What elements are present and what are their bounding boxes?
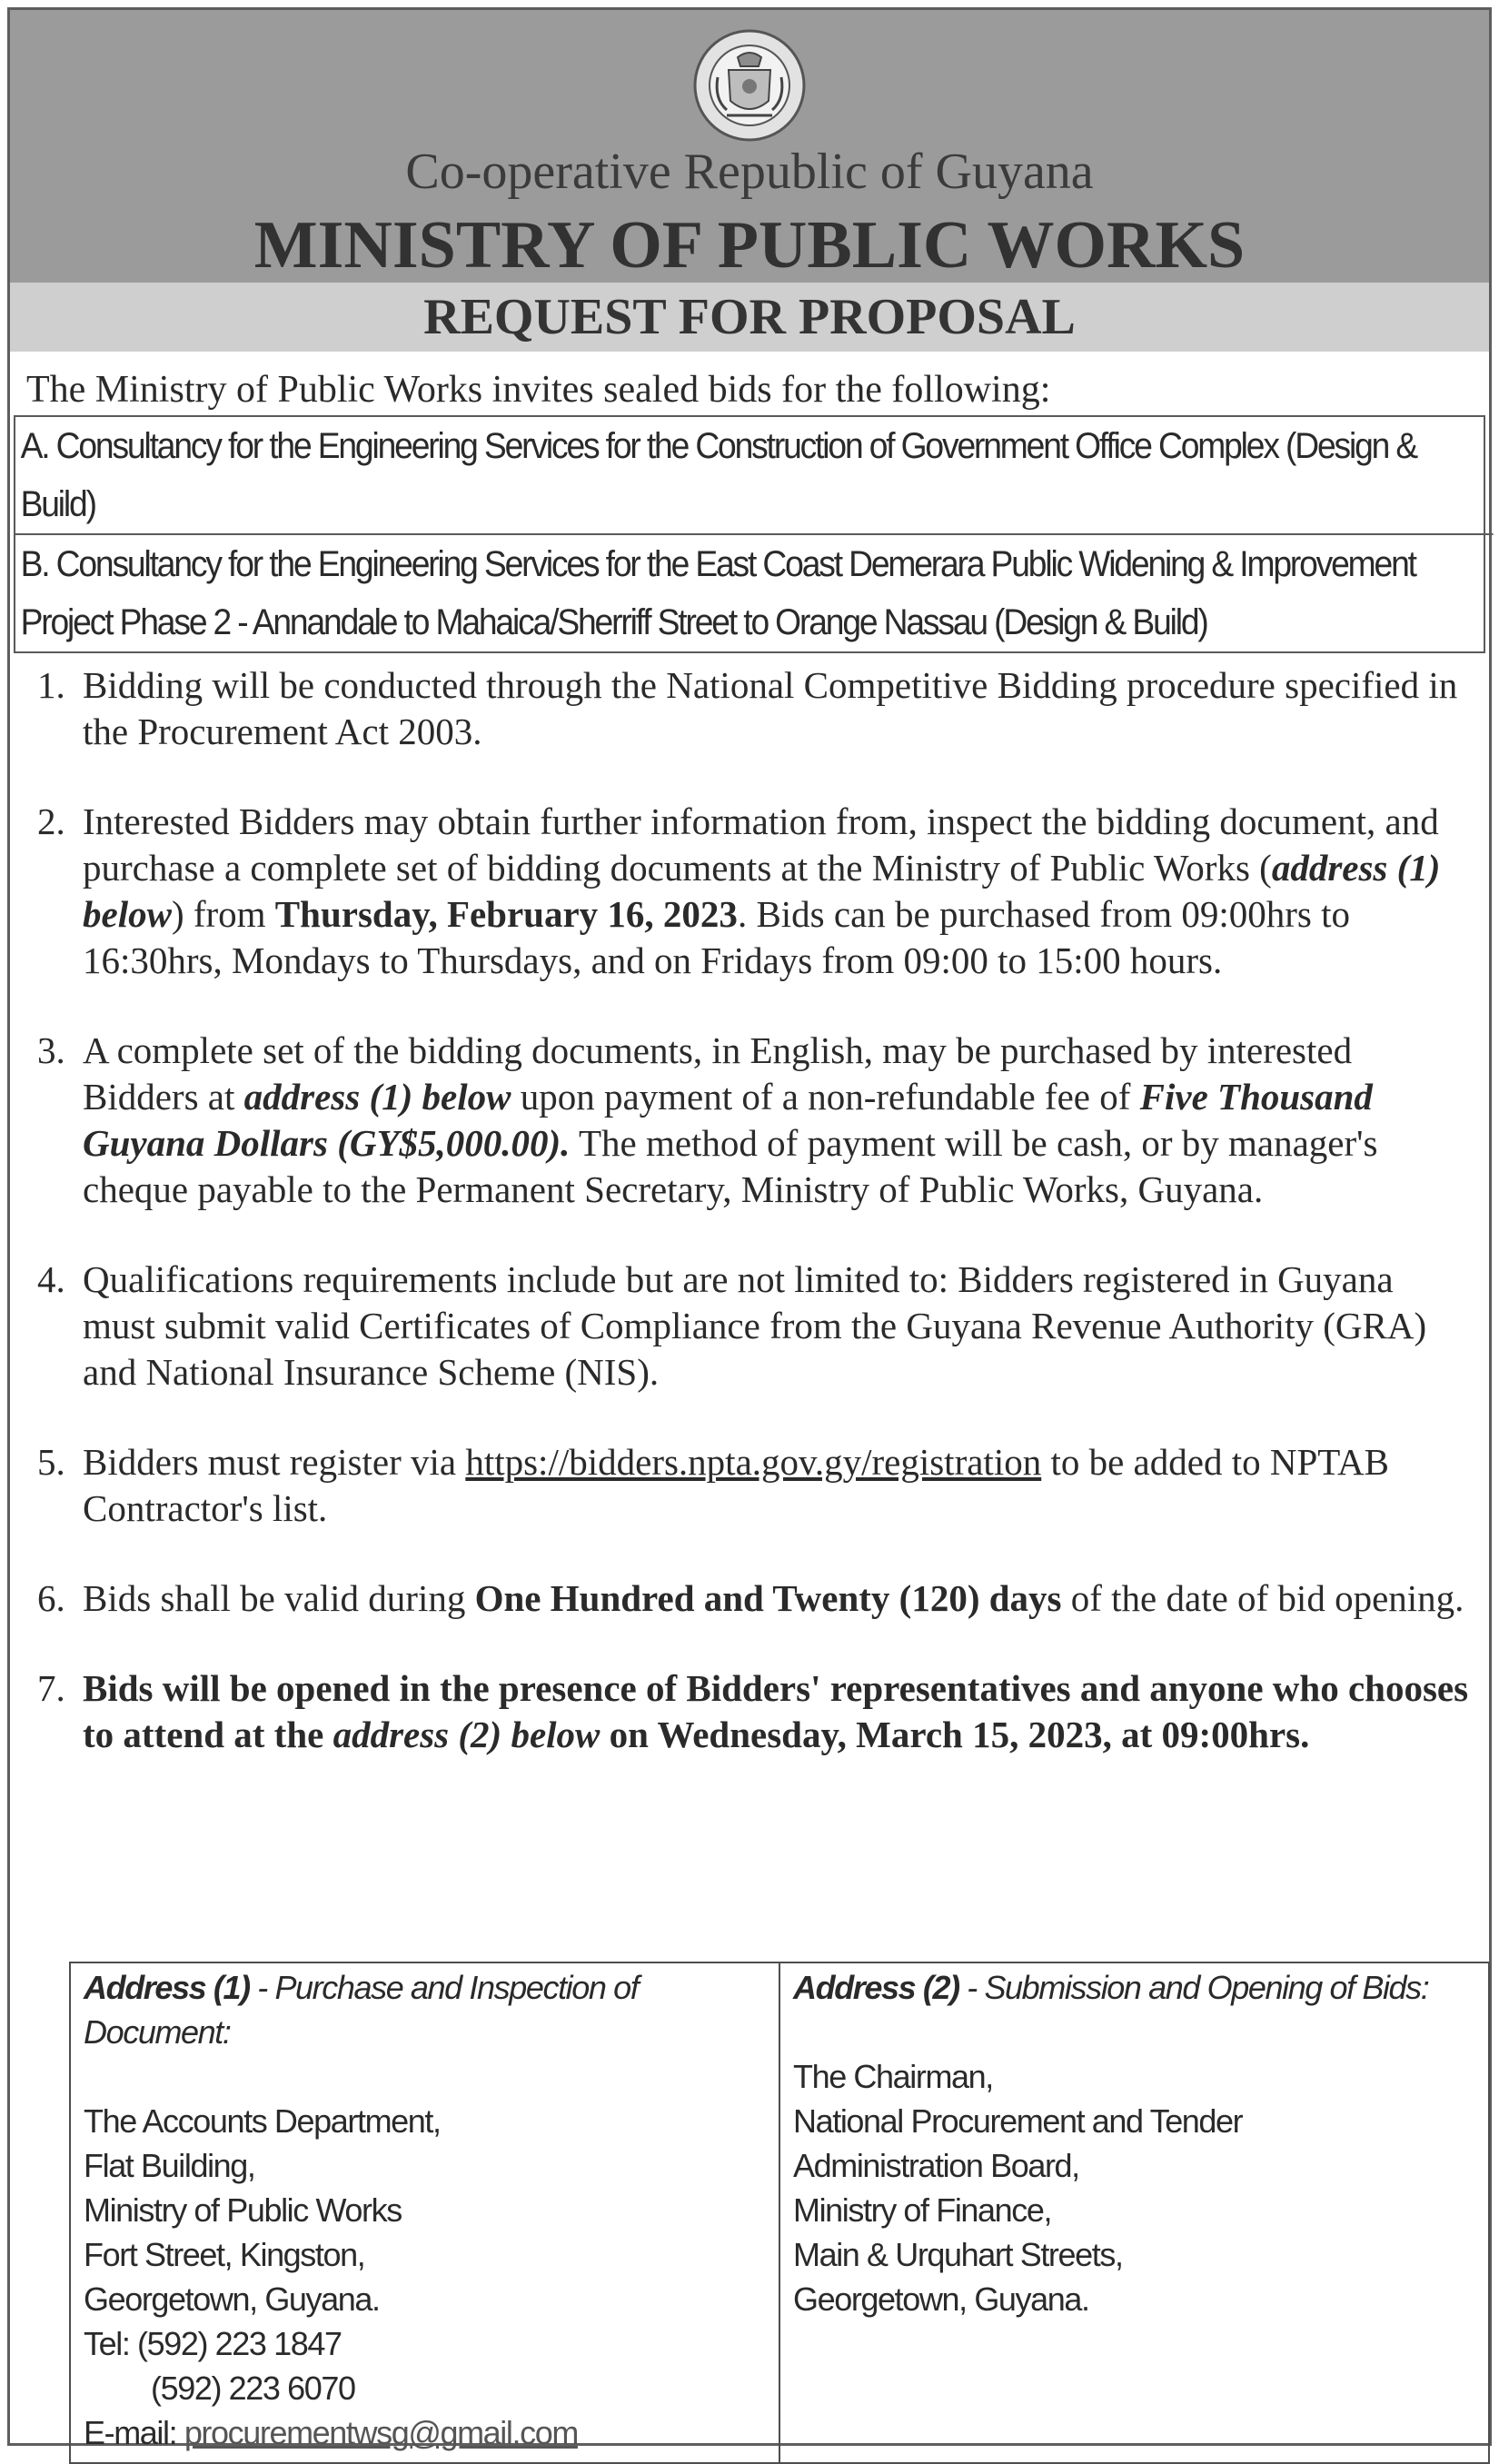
clause-text [83,1439,1471,1532]
clause-2 [37,799,1471,984]
address-line: Fort Street, Kingston, [84,2236,365,2273]
clause-3-part2: upon payment of a non-refundable fee of [511,1076,1140,1118]
email-label: E-mail: [84,2414,184,2451]
clause-3-part3: The method of payment will be cash, or by manager's cheque payable to the Permanent Secretary, Ministry of Public Works, Guyana. [83,1122,1378,1210]
address-line: Flat Building, [84,2147,255,2184]
clause-6-part2: of the date of bid opening. [1061,1577,1464,1619]
clause-number: 6. [37,1577,65,1619]
item-a: A. Consultancy for the Engineering Services for the Construction of Government Office Complex (Design & Build) [20,426,1417,524]
clause-number: 3. [37,1029,65,1071]
clause-2-part1: Interested Bidders may obtain further information from, inspect the bidding document, and purchase a complete set of bidding documents at the Ministry of Public Works ( [83,800,1439,889]
clause-5-part2: to be added to NPTAB Contractor's list. [83,1441,1389,1529]
address-line: National Procurement and Tender [793,2102,1243,2140]
address-line: The Chairman, [793,2058,993,2095]
clause-7-part2: on Wednesday, March 15, 2023, at 09:00hrs. [600,1714,1310,1755]
address-line: Administration Board, [793,2147,1079,2184]
registration-link[interactable]: https://bidders.npta.gov.gy/registration [465,1441,1042,1483]
clause-2-part3: . Bids can be purchased from 09:00hrs to 16:30hrs, Mondays to Thursdays, and on Fridays from 09:00 to 15:00 hours. [83,893,1351,981]
purchase-start-date: Thursday, February 16, 2023 [274,893,738,935]
address-1-column [71,1963,779,2462]
item-b: B. Consultancy for the Engineering Services for the East Coast Demerara Public Widening & Improvement Project Phase 2 - Annandale to Mahaica/Sherriff Street to Orange Nassau (Design & Build) [15,533,1494,651]
email-line [84,2410,766,2455]
address-1-label: Address (1) [84,1969,250,2006]
telephone-line: (592) 223 6070 [151,2370,355,2407]
address-1-reference: address (1) below [83,847,1441,935]
address-2-reference: address (2) below [333,1714,601,1755]
clause-text [83,1257,1471,1396]
address-table [69,1962,1490,2464]
clause-text [83,1665,1471,1758]
clause-number: 7. [37,1667,65,1709]
address-2-title: - Submission and Opening of Bids: [958,1969,1429,2006]
clause-3 [37,1028,1471,1213]
country-title: Co-operative Republic of Guyana [405,144,1094,200]
clause-3-part1: A complete set of the bidding documents, in English, may be purchased by interested Bidders at [83,1029,1353,1118]
address-line: The Accounts Department, [84,2102,441,2140]
address-1-reference: address (1) below [243,1076,511,1118]
clause-text [83,1575,1471,1622]
address-1-title: - Purchase and Inspection of Document: [84,1969,639,2051]
ministry-title: MINISTRY OF PUBLIC WORKS [253,208,1246,283]
address-line: Georgetown, Guyana. [84,2280,380,2318]
telephone-line: Tel: (592) 223 1847 [84,2325,342,2362]
advertisement-page [7,7,1492,2451]
address-2-lines [793,2054,1475,2321]
address-line: Ministry of Finance, [793,2191,1052,2229]
header-band [10,10,1489,283]
intro-text: The Ministry of Public Works invites sealed bids for the following: [26,369,1051,411]
clause-6 [37,1575,1471,1622]
document-fee: Five Thousand Guyana Dollars (GY$5,000.00). [83,1076,1373,1164]
address-1-heading [84,1965,766,2054]
clause-6-part1: Bids shall be valid during [83,1577,475,1619]
clause-7-part1: Bids will be opened in the presence of Bidders' representatives and anyone who chooses to attend at the [83,1667,1469,1755]
email-link[interactable]: procurementwsg@gmail.com [184,2414,578,2451]
address-2-heading [793,1965,1475,2010]
address-line: Georgetown, Guyana. [793,2280,1089,2318]
clause-number: 4. [37,1258,65,1300]
clause-number: 2. [37,800,65,842]
items-box [14,415,1485,653]
validity-period: One Hundred and Twenty (120) days [474,1577,1062,1619]
clause-text [83,662,1471,755]
clause-1 [37,662,1471,755]
clause-7 [37,1665,1471,1758]
address-line: Ministry of Public Works [84,2191,402,2229]
clause-5-part1: Bidders must register via [83,1441,466,1483]
clause-number: 1. [37,664,65,706]
clause-4 [37,1257,1471,1396]
clause-number: 5. [37,1441,65,1483]
address-line: Main & Urquhart Streets, [793,2236,1123,2273]
address-2-label: Address (2) [793,1969,959,2006]
ministry-seal-icon [690,26,809,144]
clause-text [83,799,1471,984]
clause-1-text: Bidding will be conducted through the National Competitive Bidding procedure specified in the Procurement Act 2003. [83,664,1458,752]
clause-text [83,1028,1471,1213]
clause-4-text: Qualifications requirements include but are not limited to: Bidders registered in Guyana must submit valid Certificates of Compliance from the Guyana Revenue Authority (GRA) and National Insurance Scheme (NIS). [83,1258,1427,1393]
document-type-heading: REQUEST FOR PROPOSAL [10,283,1489,352]
address-2-column [779,1963,1488,2462]
clause-2-part2: ) from [171,893,275,935]
clause-list [10,653,1489,1758]
address-1-lines [84,2099,766,2455]
clause-5 [37,1439,1471,1532]
